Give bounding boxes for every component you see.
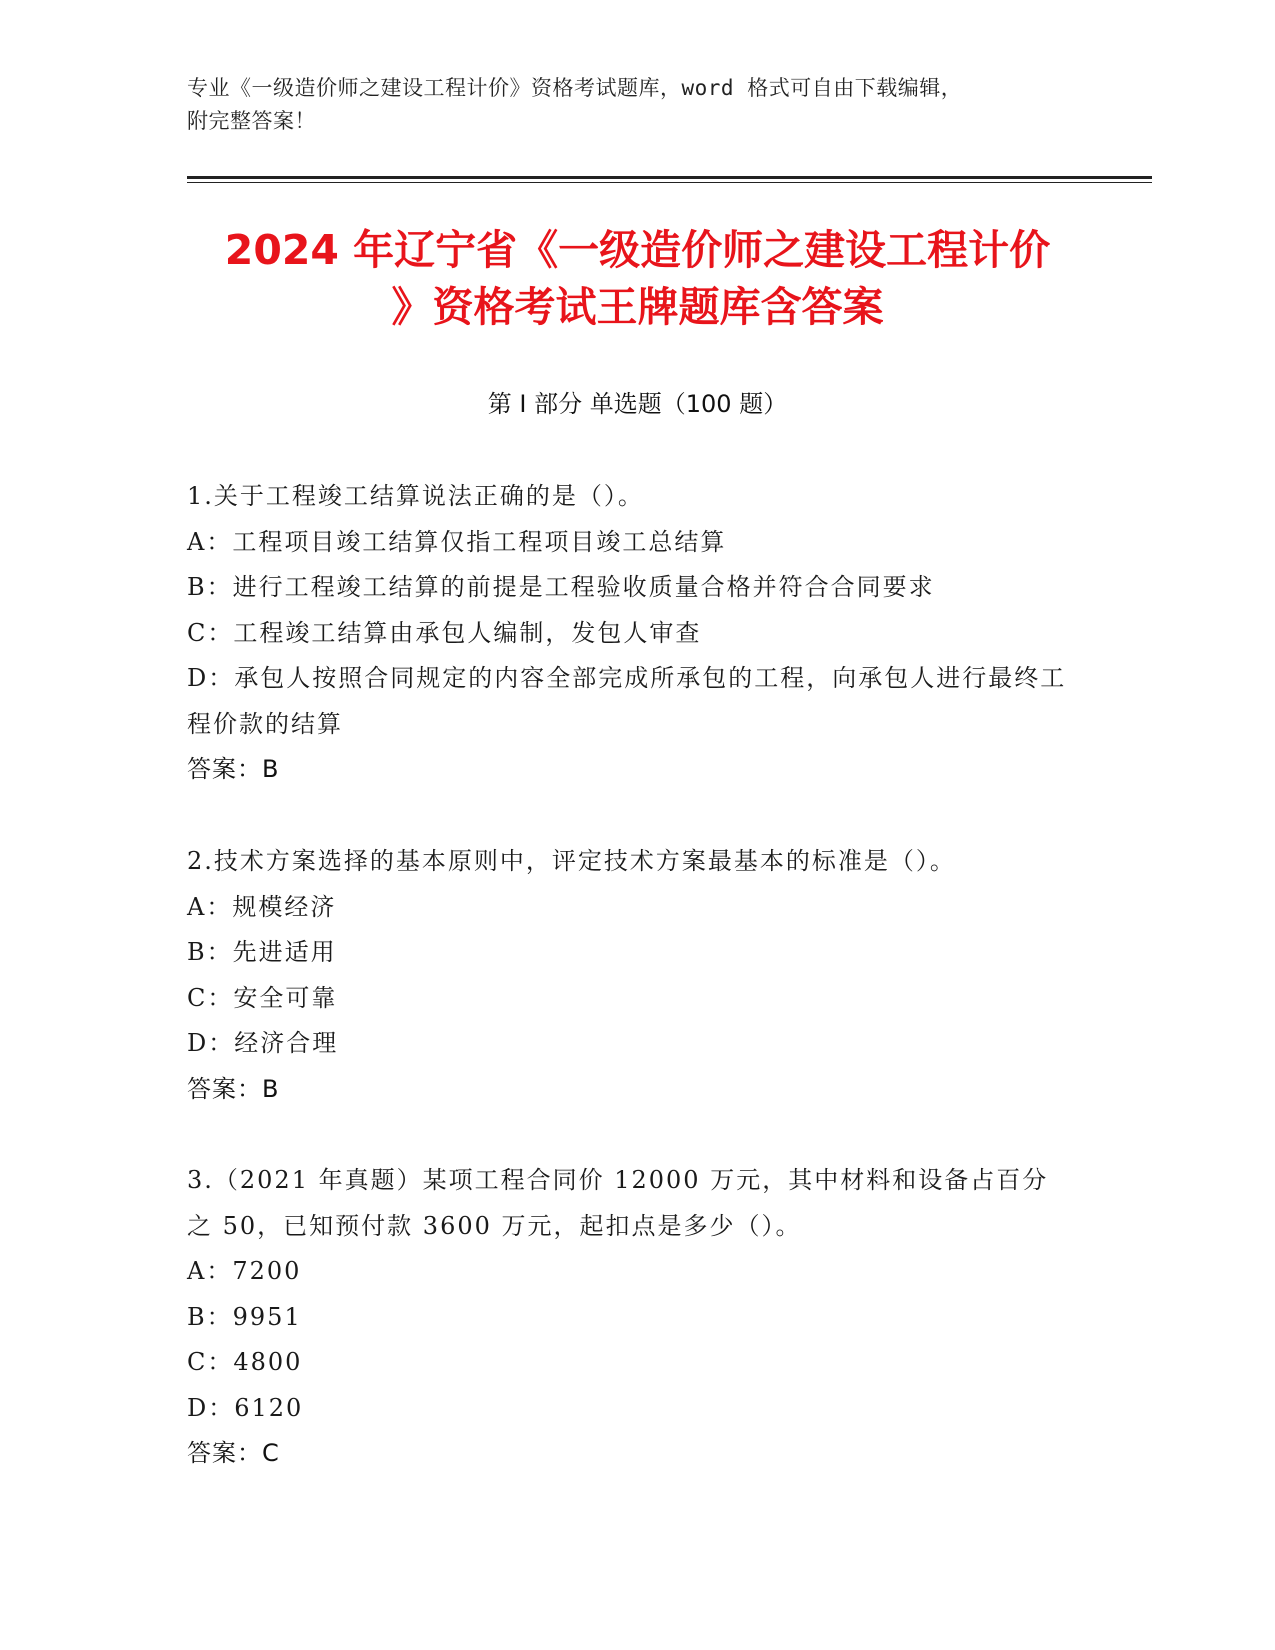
answer-line: 答案：C xyxy=(187,1439,280,1467)
option-a: A：规模经济 xyxy=(187,892,337,921)
header-divider-thin xyxy=(187,182,1152,183)
question-block xyxy=(187,1158,1067,1477)
header-note xyxy=(187,72,1067,138)
document-title-line2: 》资格考试王牌题库含答案 xyxy=(391,283,884,331)
option-c: C：工程竣工结算由承包人编制，发包人审查 xyxy=(187,618,702,647)
header-note-line2: 附完整答案！ xyxy=(187,109,316,133)
option-b: B：9951 xyxy=(187,1302,302,1331)
header-note-line1: 专业《一级造价师之建设工程计价》资格考试题库，word 格式可自由下载编辑， xyxy=(187,76,963,100)
option-a: A：7200 xyxy=(187,1257,302,1285)
option-b: B：先进适用 xyxy=(187,938,337,966)
question-block xyxy=(187,474,1067,793)
header-divider-thick xyxy=(187,176,1152,179)
option-d: D：经济合理 xyxy=(187,1029,339,1057)
option-b: B：进行工程竣工结算的前提是工程验收质量合格并符合合同要求 xyxy=(187,573,935,601)
question-stem: 2.技术方案选择的基本原则中，评定技术方案最基本的标准是（）。 xyxy=(187,847,956,875)
question-stem: 1.关于工程竣工结算说法正确的是（）。 xyxy=(187,482,644,510)
answer-line: 答案：B xyxy=(187,1074,280,1103)
question-stem: 3.（2021 年真题）某项工程合同价 12000 万元，其中材料和设备占百分之 50，已知预付款 3600 万元，起扣点是多少（）。 xyxy=(187,1166,1049,1240)
document-title xyxy=(140,222,1135,336)
option-a: A：工程项目竣工结算仅指工程项目竣工总结算 xyxy=(187,527,727,556)
option-c: C：4800 xyxy=(187,1348,303,1376)
document-title-line1: 2024 年辽宁省《一级造价师之建设工程计价 xyxy=(224,226,1051,274)
option-d: D：6120 xyxy=(187,1393,304,1422)
answer-line: 答案：B xyxy=(187,755,280,783)
option-d: D：承包人按照合同规定的内容全部完成所承包的工程，向承包人进行最终工程价款的结算 xyxy=(187,664,1067,738)
option-c: C：安全可靠 xyxy=(187,983,338,1012)
question-block xyxy=(187,839,1067,1112)
section-heading: 第 I 部分 单选题（100 题） xyxy=(487,390,788,418)
